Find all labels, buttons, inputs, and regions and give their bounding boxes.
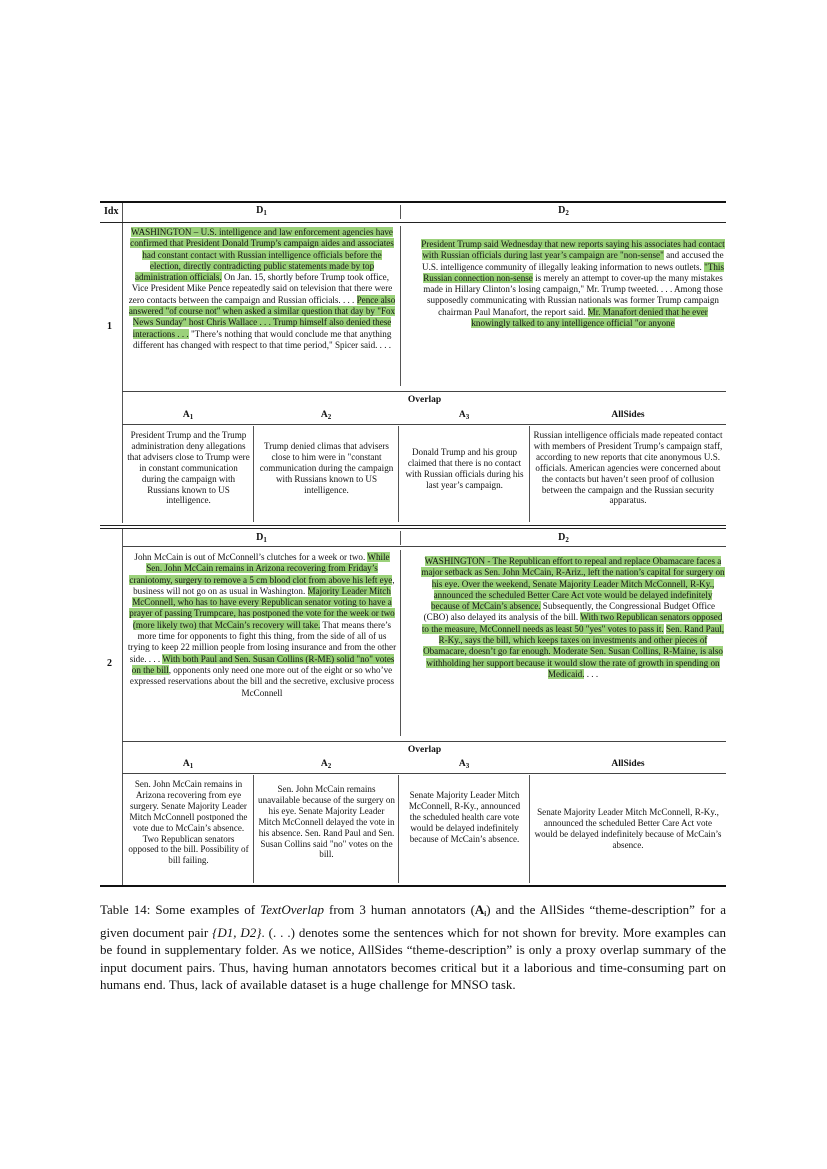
idx-divider <box>122 203 123 222</box>
row2-a1-header: $A_1$ <box>182 759 194 770</box>
highlighted-sentence: Majority Leader Mitch McConnell, who has to have every Republican senator voting to have a prayer of passing Trumpcare, has postponed the vote for the week or two (more likely two) that McCain’s recovery will take. <box>129 585 395 630</box>
highlighted-sentence: "This Russian connection non-sense <box>423 261 724 283</box>
caption-ai: $A_i$ <box>474 902 487 918</box>
table-top-rule <box>100 201 726 203</box>
row2-a-div-1 <box>253 775 254 883</box>
row1-d1-text <box>127 227 397 351</box>
plain-sentence: That means there’s more time for opponents to fight this thing, from the side of all of us trying to keep 22 million people from losing insurance and from the other side. . . . <box>127 619 397 664</box>
row2-d1-text <box>126 552 398 699</box>
row1-allsides-header: AllSides <box>611 410 645 420</box>
idx-header: Idx <box>104 206 119 217</box>
row2-d2-text <box>420 556 726 680</box>
header-rule <box>100 222 726 223</box>
row2-a-div-3 <box>529 775 530 883</box>
row2-overlap-label: Overlap <box>407 745 442 755</box>
row2-header-rule <box>122 546 726 547</box>
caption-label: Table 14: <box>100 902 151 917</box>
row2-allsides-header: AllSides <box>611 759 645 769</box>
row2-a-div-2 <box>398 775 399 883</box>
row2-d-divider <box>400 550 401 736</box>
plain-sentence: "There’s nothing that would conclude me that anything different has changed with respect to that time period," Spicer said. . . . <box>132 328 392 350</box>
row1-a-div-3 <box>529 426 530 522</box>
row1-d-divider <box>400 226 401 386</box>
row2-allsides-text: Senate Majority Leader Mitch McConnell, R-Ky., announced the scheduled Better Care Act vote would be delayed indefinitely because of McCain’s absence. <box>534 807 722 850</box>
row1-idx: 1 <box>107 321 112 332</box>
row1-d2-text <box>420 239 726 329</box>
row2-overlap-top-rule <box>122 741 726 742</box>
row1-a-div-1 <box>253 426 254 522</box>
row1-a2-text: Trump denied climas that advisers close to him were in "constant communication during the campaign with Russians known to US intelligence. <box>259 441 394 495</box>
row1-overlap-top-rule <box>122 391 726 392</box>
highlighted-sentence: While Sen. John McCain remains in Arizona recovering from Friday’s craniotomy, surgery to remove a 5 cm blood clot from above his left eye <box>129 552 393 585</box>
row2-idx-divider <box>122 529 123 885</box>
d2-header: $D_2$ <box>558 205 569 217</box>
highlighted-sentence: WASHINGTON - The Republican effort to repeal and replace Obamacare faces a major setback as Sen. John McCain, R-Ariz., left the nation’s capital for surgery on his eye. Over the weekend, Senate Majority Leader Mitch McConnell, R-Ky., announced the scheduled Better Care Act vote would be delayed indefinitely because of McCain’s absence. <box>421 556 725 612</box>
highlighted-sentence: President Trump said Wednesday that new reports saying his associates had contact with Russian officials during last year’s campaign are "non-sense" <box>421 239 725 261</box>
plain-sentence: , opponents only need one more out of the eight or so who’ve expressed reservations about the bill and the secretive, exclusive process McConnell <box>129 664 395 698</box>
plain-sentence: John McCain is out of McConnell’s clutches for a week or two. <box>134 552 368 562</box>
table-caption: Table 14: Some examples of TextOverlap from 3 human annotators $(A_i)$ and the AllSides “theme-description” for a given document pair {D1, D2}. (. . .) denotes some the sentences which for not shown for brevity. More examples can be found in supplementary folder. As we notice, AllSides “theme-description” is only a proxy overlap summary of the input document pairs. Thus, having human annotators becomes critical but it a laborious and time-consuming part on humans end. Thus, lack of available dataset is a huge challenge for MNSO task. <box>100 902 726 993</box>
plain-sentence: and accused the U.S. intelligence community of illegally leaking information to news outlets. <box>422 250 724 272</box>
row2-a3-header: $A_3$ <box>458 759 470 770</box>
row-separator-1 <box>100 525 726 526</box>
row2-d2-header: $D_2$ <box>558 532 569 544</box>
caption-textoverlap: TextOverlap <box>260 902 324 917</box>
row-separator-2 <box>100 528 726 529</box>
row2-annot-rule <box>122 773 726 774</box>
plain-sentence: On Jan. 15, shortly before Trump took office, Vice President Mike Pence repeatedly said on television that there were zero contacts between the campaign and Russian officials. . . . <box>128 272 393 305</box>
row2-a2-header: $A_2$ <box>320 759 332 770</box>
highlighted-sentence: Sen. Rand Paul, R-Ky., says the bill, which keeps taxes on investments and other pieces of Obamacare, doesn’t go far enough. Moderate Sen. Susan Collins, R-Maine, is also withholding her support because it would slow the rate of growth in spending on Medicaid. <box>423 623 725 679</box>
plain-sentence: . . . <box>584 668 599 679</box>
row2-a3-text: Senate Majority Leader Mitch McConnell, R-Ky., announced the scheduled health care vote would be delayed indefinitely because of McCain’s absence. <box>408 790 521 844</box>
row1-allsides-text: Russian intelligence officials made repeated contact with members of President Trump’s campaign staff, according to new reports that cite anonymous U.S. officials. American agencies were concerned about the contacts but haven’t seen proof of collusion between the campaign and the Russian security apparatus. <box>533 430 723 506</box>
row2-idx: 2 <box>107 658 112 669</box>
row1-overlap-label: Overlap <box>407 395 442 405</box>
row1-a2-header: $A_2$ <box>320 410 332 421</box>
d1-header: $D_1$ <box>256 205 267 217</box>
row1-a3-text: Donald Trump and his group claimed that there is no contact with Russian officials during his last year’s campaign. <box>405 447 524 490</box>
table-bottom-rule <box>100 885 726 887</box>
row1-idx-divider <box>122 223 123 523</box>
row2-a1-text: Sen. John McCain remains in Arizona recovering from eye surgery. Senate Majority Leader Mitch McConnell postponed the vote due to McCain’s absence. Two Republican senators opposed to the bill. Possibility of bill failing. <box>128 779 249 866</box>
row1-a3-header: $A_3$ <box>458 410 470 421</box>
highlighted-sentence: Mr. Manafort denied that he ever knowingly talked to any intelligence official "or anyone <box>471 306 708 329</box>
row1-a1-text: President Trump and the Trump administration deny allegations that advisers close to Trump were in constant communication during the campaign with Russians known to US intelligence. <box>127 430 250 506</box>
row1-a1-header: $A_1$ <box>182 410 194 421</box>
highlighted-sentence: With both Paul and Sen. Susan Collins (R-ME) solid "no" votes on the bill <box>131 653 395 675</box>
highlighted-sentence: WASHINGTON – U.S. intelligence and law enforcement agencies have confirmed that President Donald Trump’s campaign aides and associates had constant contact with Russian intelligence officials before the election, directly contradicting public statements made by top administration officials. <box>130 227 394 283</box>
highlighted-sentence: Pence also answered "of course not" when asked a similar question that day by "Fox News Sunday" host Chris Wallace . . . Trump himself also denied these interactions . . . <box>128 294 396 339</box>
plain-sentence: Subsequently, the Congressional Budget Office (CBO) also delayed its analysis of the bill. <box>423 601 716 623</box>
row1-a-div-2 <box>398 426 399 522</box>
plain-sentence: is merely an attempt to cover-up the many mistakes made in Hillary Clinton’s losing campaign," Mr. Trump tweeted. . . . Among those supposedly communicating with Russian nationals was former Trump campaign chairman Paul Manafort, the report said. <box>423 272 723 317</box>
caption-pair: {D1, D2} <box>212 924 262 940</box>
row2-a2-text: Sen. John McCain remains unavailable because of the surgery on his eye. Senate Majority Leader Mitch McConnell delayed the vote in his absence. Sen. Rand Paul and Sen. Susan Collins said "no" votes on the bill. <box>258 784 395 860</box>
row2-d1-header: $D_1$ <box>256 532 267 544</box>
highlighted-sentence: With two Republican senators opposed to the measure, McConnell needs as least 50 "yes" votes to pass it. <box>421 612 723 634</box>
row1-annot-rule <box>122 424 726 425</box>
plain-sentence: , business will not go on as usual in Washington. <box>133 574 395 596</box>
